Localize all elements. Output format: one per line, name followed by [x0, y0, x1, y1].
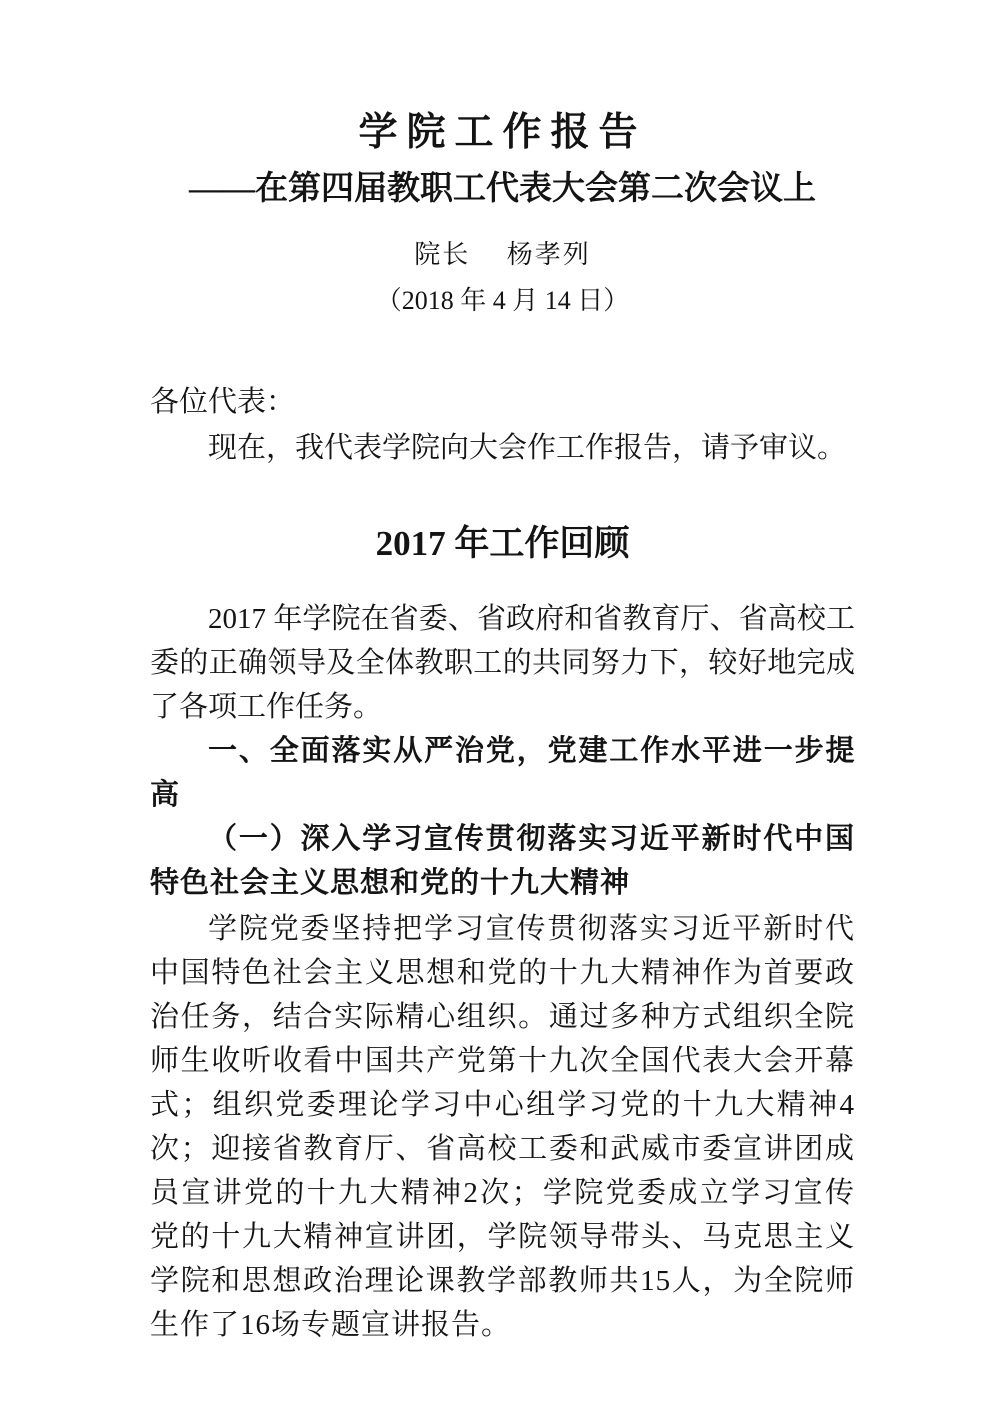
- document-title: 学院工作报告: [358, 111, 647, 154]
- document-date: （2018 年 4 月 14 日）: [375, 286, 630, 315]
- section-heading-2017-review: 2017 年工作回顾: [375, 524, 630, 563]
- detail-paragraph: 学院党委坚持把学习宣传贯彻落实习近平新时代中国特色社会主义思想和党的十九大精神作为首要政治任务，结合实际精心组织。通过多种方式组织全院师生收听收看中国共产党第十九次全国代表大会开幕式；组织党委理论学习中心组学习党的十九大精神4次；迎接省教育厅、省高校工委和武威市委宣讲团成员宣讲党的十九大精神2次；学院党委成立学习宣传党的十九大精神宣讲团，学院领导带头、马克思主义学院和思想政治理论课教学部教师共15人，为全院师生作了16场专题宣讲报告。: [150, 913, 855, 1342]
- document-subtitle: ——在第四届教职工代表大会第二次会议上: [189, 171, 816, 207]
- heading-level1-party-building: 一、全面落实从严治党，党建工作水平进一步提高: [150, 735, 855, 812]
- heading-level2-study-propaganda: （一）深入学习宣传贯彻落实习近平新时代中国特色社会主义思想和党的十九大精神: [150, 823, 855, 900]
- salutation-line: 各位代表：: [150, 386, 296, 418]
- opening-paragraph: 现在，我代表学院向大会作工作报告，请予审议。: [208, 432, 847, 464]
- author-byline: 院长 杨孝列: [414, 240, 591, 269]
- overview-paragraph: 2017 年学院在省委、省政府和省教育厅、省高校工委的正确领导及全体教职工的共同努力下，较好地完成了各项工作任务。: [150, 603, 855, 724]
